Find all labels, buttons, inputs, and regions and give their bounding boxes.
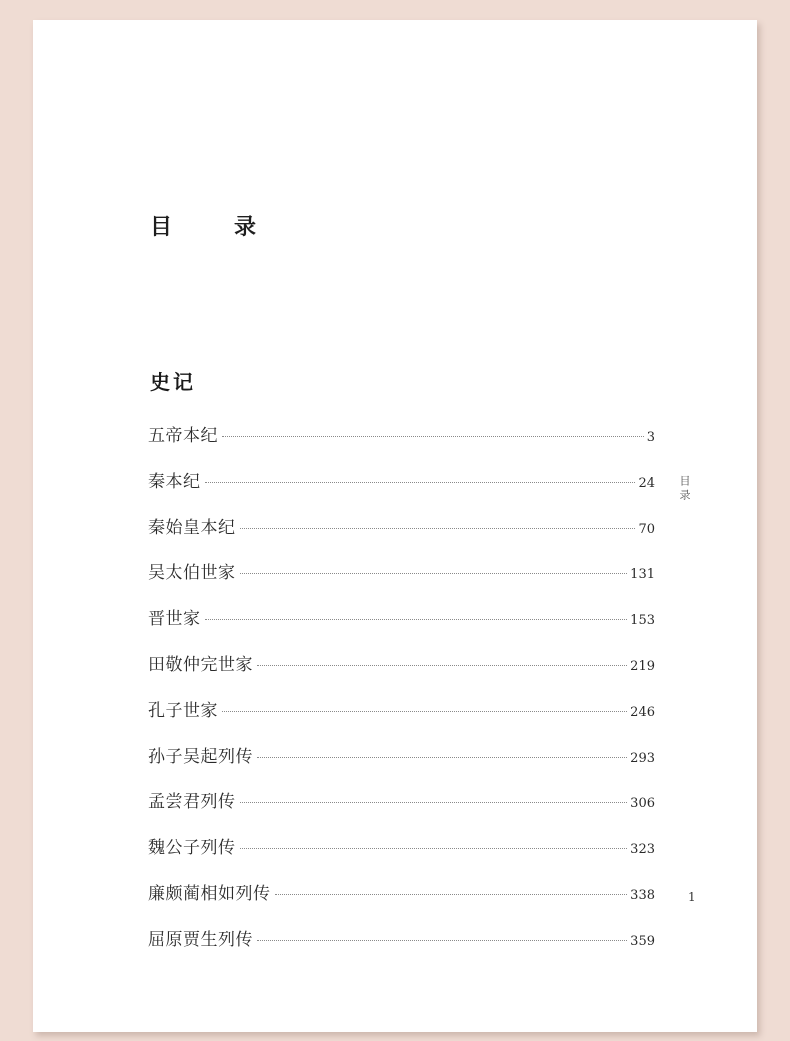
toc-entry-page: 359 (630, 933, 655, 949)
dot-leader (240, 848, 628, 849)
running-head: 目录 (678, 475, 691, 503)
dot-leader (257, 940, 627, 941)
toc-entry-page: 219 (630, 658, 655, 674)
table-of-contents (148, 421, 655, 971)
toc-entry (148, 650, 655, 696)
toc-entry-title: 晋世家 (148, 609, 201, 630)
toc-entry-page: 306 (630, 796, 655, 812)
dot-leader (205, 619, 628, 620)
toc-entry (148, 604, 655, 650)
toc-entry-title: 孟尝君列传 (148, 792, 236, 813)
dot-leader (240, 573, 628, 574)
dot-leader (222, 436, 644, 437)
dot-leader (222, 711, 627, 712)
toc-entry-title: 吴太伯世家 (148, 563, 236, 584)
dot-leader (240, 802, 628, 803)
toc-entry (148, 467, 655, 513)
toc-entry (148, 742, 655, 788)
dot-leader (275, 894, 628, 895)
page-title: 目 录 (150, 214, 277, 240)
toc-entry (148, 787, 655, 833)
toc-entry-title: 廉颇蔺相如列传 (148, 883, 271, 904)
toc-entry-page: 3 (646, 430, 655, 445)
toc-entry-title: 秦本纪 (148, 471, 201, 492)
toc-entry-title: 孔子世家 (148, 700, 218, 721)
dot-leader (240, 528, 636, 529)
toc-entry-page: 293 (630, 750, 655, 766)
toc-entry-title: 秦始皇本纪 (148, 517, 236, 538)
book-page (33, 20, 757, 1032)
toc-entry (148, 558, 655, 604)
toc-entry (148, 833, 655, 879)
toc-entry-page: 338 (630, 887, 655, 903)
toc-entry (148, 421, 655, 467)
toc-entry-page: 131 (630, 567, 655, 583)
toc-entry-title: 五帝本纪 (148, 426, 218, 446)
toc-entry (148, 879, 655, 925)
toc-entry (148, 513, 655, 559)
toc-entry-page: 24 (638, 475, 655, 491)
toc-entry-page: 323 (630, 842, 655, 858)
toc-entry (148, 925, 655, 971)
toc-entry-title: 屈原贾生列传 (148, 929, 253, 950)
toc-entry-title: 孙子吴起列传 (148, 746, 253, 767)
toc-entry-page: 153 (630, 613, 655, 629)
toc-entry-page: 246 (630, 704, 655, 720)
dot-leader (257, 757, 627, 758)
toc-entry-page: 70 (638, 521, 655, 537)
section-heading: 史记 (150, 370, 196, 394)
page-number: 1 (688, 890, 696, 904)
toc-entry-title: 魏公子列传 (148, 838, 236, 859)
dot-leader (205, 482, 636, 483)
dot-leader (257, 665, 627, 666)
toc-entry (148, 696, 655, 742)
toc-entry-title: 田敬仲完世家 (148, 654, 253, 675)
